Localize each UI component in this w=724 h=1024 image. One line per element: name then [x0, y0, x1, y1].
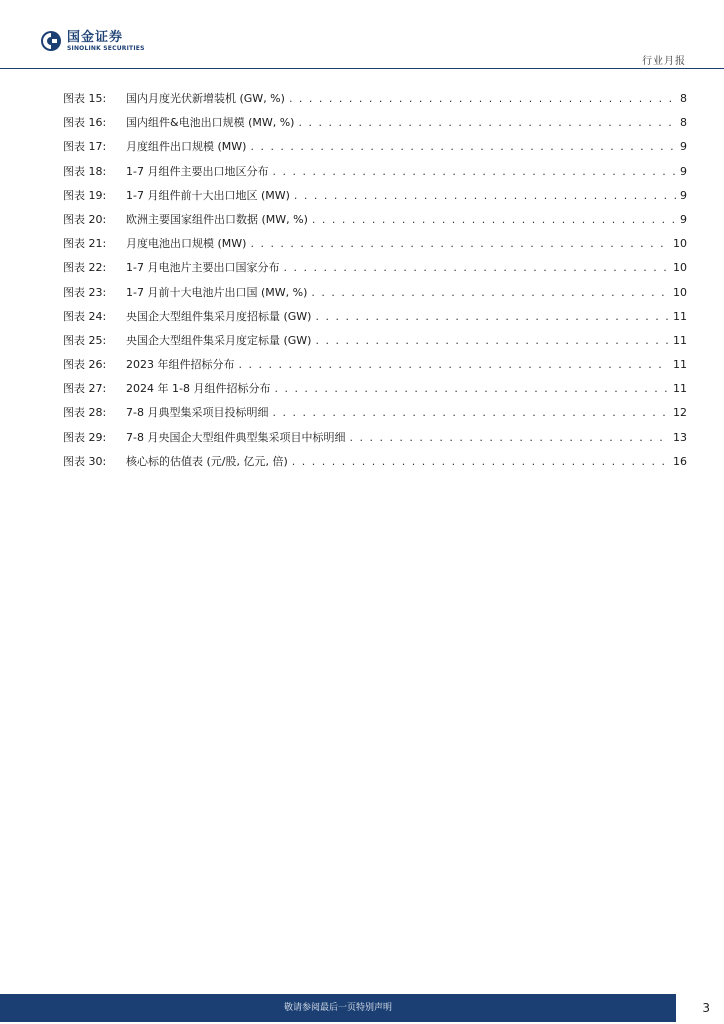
toc-label: 图表 25: [63, 333, 107, 347]
page-number: 3 [702, 1001, 710, 1015]
toc-page-number: 9 [680, 212, 687, 226]
toc-entry[interactable] [63, 380, 687, 404]
toc-label: 图表 18: [63, 164, 107, 178]
toc-label: 图表 24: [63, 309, 107, 323]
toc-label: 图表 30: [63, 454, 107, 468]
toc-page-number: 9 [680, 164, 687, 178]
toc-entry[interactable] [63, 211, 687, 235]
toc-entry[interactable] [63, 308, 687, 332]
toc-leader-dots [272, 406, 669, 419]
toc-title: 7-8 月央国企大型组件典型集采项目中标明细 [126, 430, 346, 444]
toc-title: 1-7 月组件主要出口地区分布 [126, 164, 269, 178]
toc-leader-dots [274, 382, 669, 395]
toc-entry[interactable] [63, 284, 687, 308]
toc-title: 央国企大型组件集采月度招标量 (GW) [126, 309, 312, 323]
toc-page-number: 11 [673, 358, 687, 372]
toc-title: 国内组件&电池出口规模 (MW, %) [126, 116, 295, 130]
toc-label: 图表 21: [63, 237, 107, 251]
toc-page-number: 11 [673, 382, 687, 396]
toc-title: 1-7 月前十大电池片出口国 (MW, %) [126, 285, 308, 299]
toc-entry[interactable] [63, 187, 687, 211]
toc-label: 图表 20: [63, 212, 107, 226]
toc-page-number: 9 [680, 188, 687, 202]
toc-title: 2023 年组件招标分布 [126, 358, 235, 372]
logo-english-name: SINOLINK SECURITIES [67, 44, 145, 52]
toc-leader-dots [283, 261, 669, 274]
company-logo [40, 30, 145, 52]
toc-entry[interactable] [63, 453, 687, 477]
page-footer [0, 994, 724, 1024]
toc-entry[interactable] [63, 114, 687, 138]
header-divider [0, 68, 724, 69]
figure-list [63, 90, 687, 477]
toc-entry[interactable] [63, 404, 687, 428]
toc-leader-dots [312, 213, 676, 226]
toc-title: 1-7 月电池片主要出口国家分布 [126, 261, 280, 275]
toc-leader-dots [289, 92, 676, 105]
toc-page-number: 12 [673, 406, 687, 420]
toc-leader-dots [272, 165, 676, 178]
toc-leader-dots [349, 431, 669, 444]
toc-leader-dots [315, 310, 669, 323]
toc-leader-dots [292, 455, 669, 468]
toc-leader-dots [250, 237, 669, 250]
toc-page-number: 10 [673, 237, 687, 251]
toc-label: 图表 15: [63, 92, 107, 105]
toc-title: 7-8 月典型集采项目投标明细 [126, 406, 269, 420]
page-header [0, 0, 724, 70]
toc-page-number: 11 [673, 309, 687, 323]
toc-entry[interactable] [63, 235, 687, 259]
toc-entry[interactable] [63, 138, 687, 162]
toc-label: 图表 26: [63, 358, 107, 372]
toc-entry[interactable] [63, 429, 687, 453]
toc-leader-dots [294, 189, 676, 202]
toc-title: 核心标的估值表 (元/股, 亿元, 倍) [126, 454, 288, 468]
toc-entry[interactable] [63, 332, 687, 356]
disclaimer-notice: 敬请参阅最后一页特别声明 [283, 1003, 392, 1013]
toc-label: 图表 28: [63, 406, 107, 420]
toc-leader-dots [315, 334, 669, 347]
toc-page-number: 8 [680, 92, 687, 105]
toc-page-number: 13 [673, 430, 687, 444]
toc-title: 央国企大型组件集采月度定标量 (GW) [126, 333, 312, 347]
toc-page-number: 10 [673, 261, 687, 275]
toc-leader-dots [250, 140, 676, 153]
toc-label: 图表 16: [63, 116, 107, 130]
sinolink-logo-icon [40, 30, 62, 52]
toc-title: 月度电池出口规模 (MW) [126, 237, 247, 251]
toc-leader-dots [311, 286, 669, 299]
toc-leader-dots [239, 358, 670, 371]
toc-label: 图表 29: [63, 430, 107, 444]
toc-label: 图表 27: [63, 382, 107, 396]
toc-label: 图表 23: [63, 285, 107, 299]
toc-title: 欧洲主要国家组件出口数据 (MW, %) [126, 212, 308, 226]
toc-title: 国内月度光伏新增装机 (GW, %) [126, 92, 285, 105]
toc-entry[interactable] [63, 356, 687, 380]
toc-page-number: 9 [680, 140, 687, 154]
toc-title: 1-7 月组件前十大出口地区 (MW) [126, 188, 290, 202]
toc-entry[interactable] [63, 163, 687, 187]
logo-chinese-name: 国金证券 [67, 29, 124, 45]
toc-page-number: 10 [673, 285, 687, 299]
toc-entry[interactable] [63, 259, 687, 283]
toc-page-number: 8 [680, 116, 687, 130]
toc-label: 图表 17: [63, 140, 107, 154]
toc-label: 图表 22: [63, 261, 107, 275]
toc-entry[interactable] [63, 90, 687, 114]
toc-page-number: 11 [673, 333, 687, 347]
toc-leader-dots [298, 116, 676, 129]
toc-page-number: 16 [673, 454, 687, 468]
report-type: 行业月报 [642, 56, 686, 67]
toc-label: 图表 19: [63, 188, 107, 202]
toc-title: 月度组件出口规模 (MW) [126, 140, 247, 154]
toc-title: 2024 年 1-8 月组件招标分布 [126, 382, 271, 396]
